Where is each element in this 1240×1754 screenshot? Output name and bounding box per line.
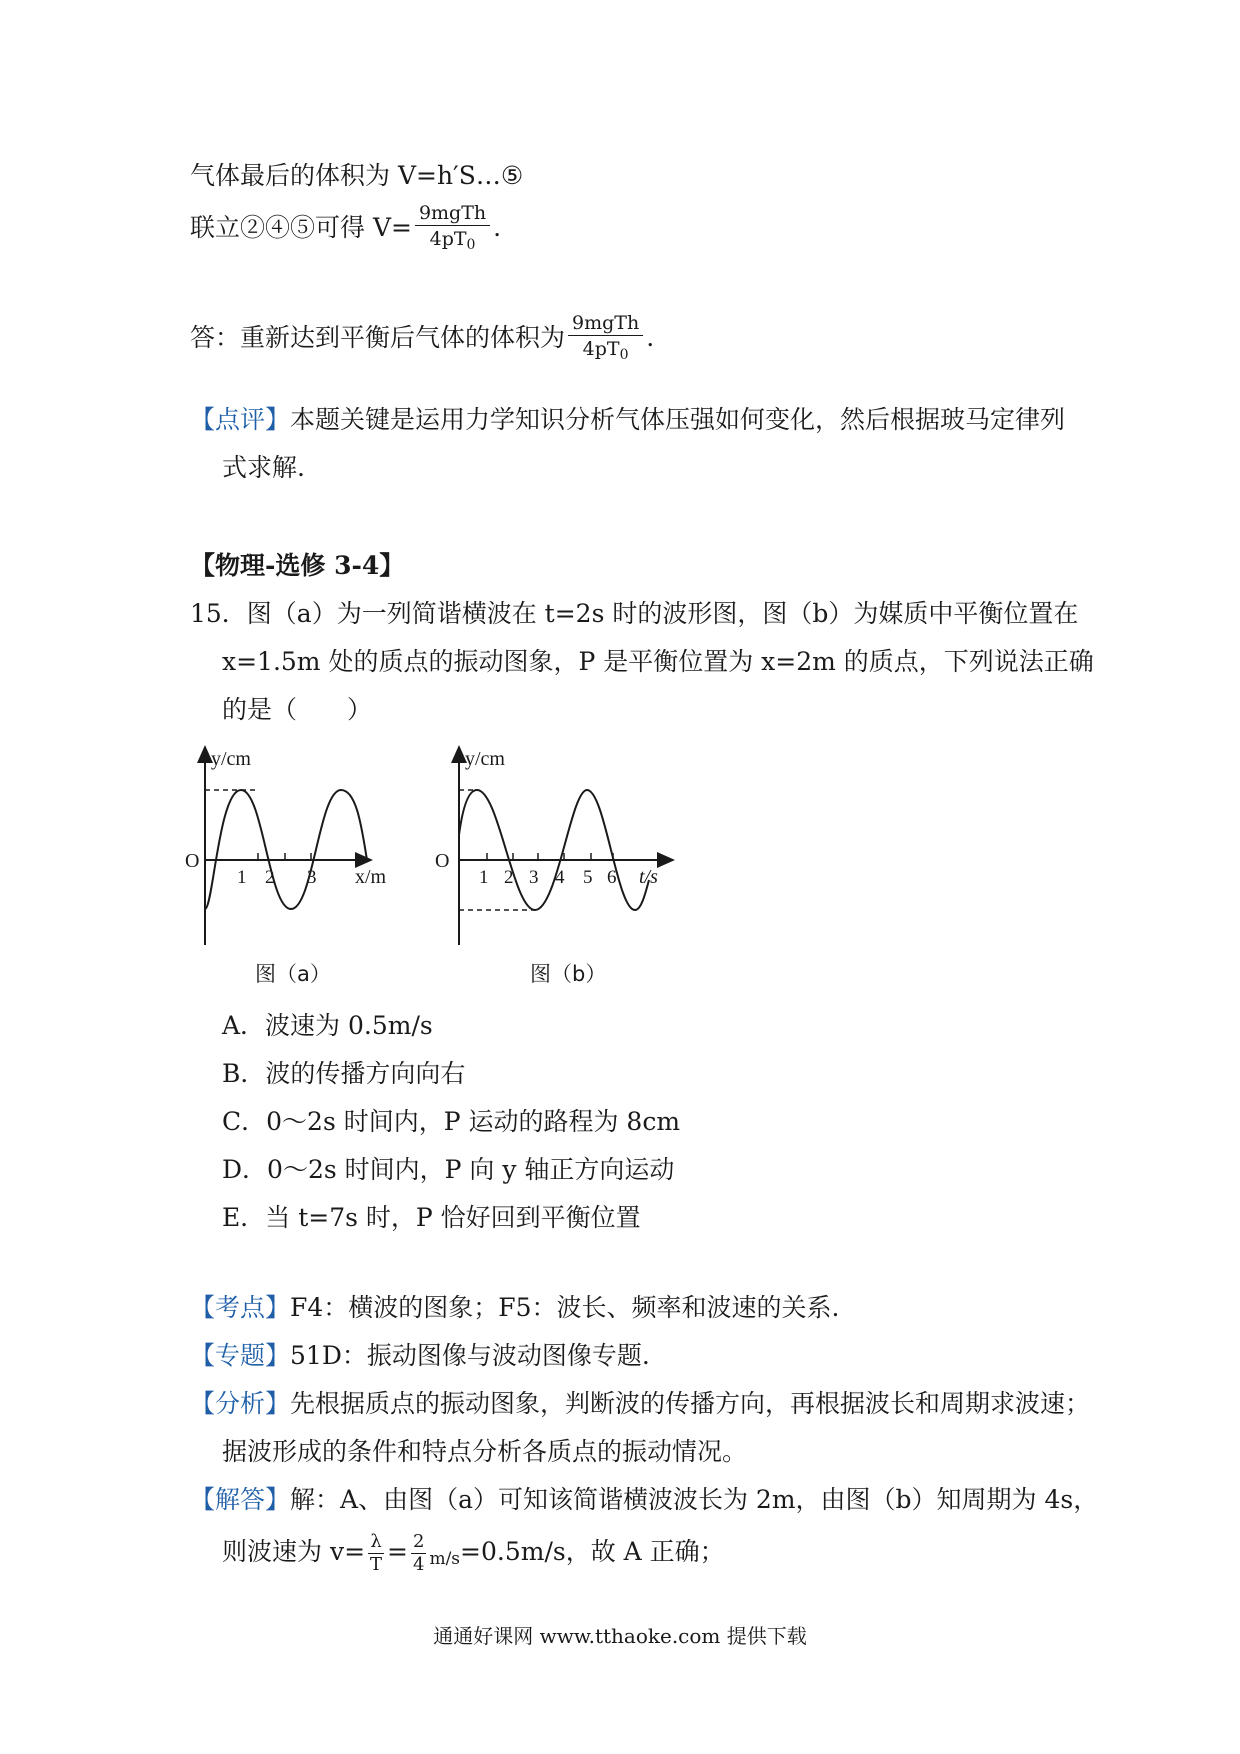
- review-tag: 【点评】: [190, 405, 291, 434]
- T-denominator: T: [370, 1554, 383, 1575]
- figure-b-vibration-graph: [435, 745, 675, 950]
- figure-b-tick-label-5: 5: [583, 867, 593, 888]
- jieda-tag: 【解答】: [190, 1485, 291, 1514]
- figure-a-xlabel: x/m: [355, 866, 387, 888]
- question-15-line-3: 的是（ ）: [222, 695, 373, 724]
- zhuanti-text: 51D：振动图像与波动图像专题.: [290, 1341, 650, 1370]
- volume-final-text: 气体最后的体积为 V=h′S…⑤: [190, 161, 524, 190]
- answer-fraction-denominator-subscript: 0: [619, 347, 629, 363]
- jieda-line-1: [190, 1484, 1098, 1516]
- figure-a-origin: O: [185, 850, 200, 872]
- figure-a-wave-graph: [185, 745, 435, 950]
- zhuanti-line: [190, 1340, 650, 1372]
- answer-line: [190, 308, 654, 368]
- answer-prefix: 答：重新达到平衡后气体的体积为: [190, 323, 566, 352]
- figure-a-wave-curve: [205, 790, 367, 909]
- four-denominator: 4: [413, 1554, 425, 1575]
- figure-a-tick-label-3: 3: [307, 867, 317, 888]
- kaodian-text: F4：横波的图象；F5：波长、频率和波速的关系.: [290, 1293, 840, 1322]
- fenxi-tag: 【分析】: [190, 1389, 291, 1418]
- period: .: [493, 213, 502, 242]
- kaodian-tag: 【考点】: [190, 1293, 291, 1322]
- jieda-prefix: 则波速为 v=: [222, 1537, 366, 1566]
- figure-b-caption: 图（b）: [530, 962, 607, 986]
- figure-a-caption: 图（a）: [255, 962, 331, 986]
- figure-a-ylabel: y/cm: [211, 748, 251, 770]
- option-a: A．波速为 0.5m/s: [222, 1011, 433, 1040]
- volume-final-line: [190, 160, 523, 192]
- option-c: C．0～2s 时间内，P 运动的路程为 8cm: [222, 1107, 681, 1136]
- jieda-suffix: =0.5m/s，故 A 正确；: [460, 1537, 725, 1566]
- figure-b-tick-label-3: 3: [529, 867, 539, 888]
- question-15-line-2: x=1.5m 处的质点的振动图象，P 是平衡位置为 x=2m 的质点，下列说法正确: [222, 647, 1094, 676]
- figure-a-tick-label-2: 2: [265, 867, 275, 888]
- unit-ms: m/s: [429, 1549, 461, 1569]
- question-15-line-1: 15．图（a）为一列简谐横波在 t=2s 时的波形图，图（b）为媒质中平衡位置在: [190, 599, 1079, 628]
- answer-fraction-denominator-main: 4pT: [582, 338, 620, 360]
- fraction-denominator-main: 4pT: [429, 228, 467, 250]
- section-header: 【物理-选修 3-4】: [190, 551, 405, 580]
- answer-period: .: [646, 323, 655, 352]
- answer-fraction-denominator: [568, 336, 643, 368]
- figure-a-tick-label-1: 1: [237, 867, 247, 888]
- fenxi-line-2: 据波形成的条件和特点分析各质点的振动情况。: [222, 1437, 748, 1466]
- answer-fraction: [568, 311, 643, 368]
- zhuanti-tag: 【专题】: [190, 1341, 291, 1370]
- fenxi-line-1: [190, 1388, 1090, 1420]
- option-b: B．波的传播方向向右: [222, 1059, 466, 1088]
- combine-line: [190, 198, 501, 258]
- fraction-denominator: [415, 226, 490, 258]
- figure-b-tick-label-4: 4: [555, 867, 565, 888]
- answer-fraction-numerator: 9mgTh: [568, 311, 643, 336]
- lambda-over-T-fraction: [368, 1531, 384, 1576]
- option-e: E．当 t=7s 时，P 恰好回到平衡位置: [222, 1203, 641, 1232]
- kaodian-line: [190, 1292, 839, 1324]
- equals-sign: =: [387, 1537, 408, 1566]
- figure-b-xlabel: t/s: [639, 866, 658, 888]
- two-over-four-fraction: [411, 1531, 426, 1576]
- fraction-numerator: 9mgTh: [415, 201, 490, 226]
- fenxi-text-1: 先根据质点的振动图象，判断波的传播方向，再根据波长和周期求波速；: [290, 1389, 1091, 1418]
- review-text-2: 式求解.: [222, 453, 305, 482]
- option-d: D．0～2s 时间内，P 向 y 轴正方向运动: [222, 1155, 675, 1184]
- figure-b-tick-label-2: 2: [504, 867, 514, 888]
- jieda-line-2: [222, 1524, 725, 1587]
- figure-b-tick-label-1: 1: [479, 867, 489, 888]
- review-line-2: [222, 452, 305, 484]
- volume-fraction: [415, 201, 490, 258]
- figure-b-origin: O: [435, 850, 450, 872]
- two-numerator: 2: [413, 1531, 425, 1552]
- figure-b-ylabel: y/cm: [465, 748, 505, 770]
- page-footer: 通通好课网 www.tthaoke.com 提供下载: [433, 1624, 807, 1648]
- review-text-1: 本题关键是运用力学知识分析气体压强如何变化，然后根据玻马定律列: [290, 405, 1066, 434]
- review-line-1: [190, 404, 1065, 436]
- jieda-text-1: 解：A、由图（a）可知该简谐横波波长为 2m，由图（b）知周期为 4s，: [290, 1485, 1099, 1514]
- lambda-numerator: λ: [368, 1531, 384, 1554]
- figure-b-tick-label-6: 6: [607, 867, 617, 888]
- combine-prefix: 联立②④⑤可得 V=: [190, 213, 412, 242]
- figure-b-vibration-curve: [459, 790, 649, 910]
- fraction-denominator-subscript: 0: [466, 237, 476, 253]
